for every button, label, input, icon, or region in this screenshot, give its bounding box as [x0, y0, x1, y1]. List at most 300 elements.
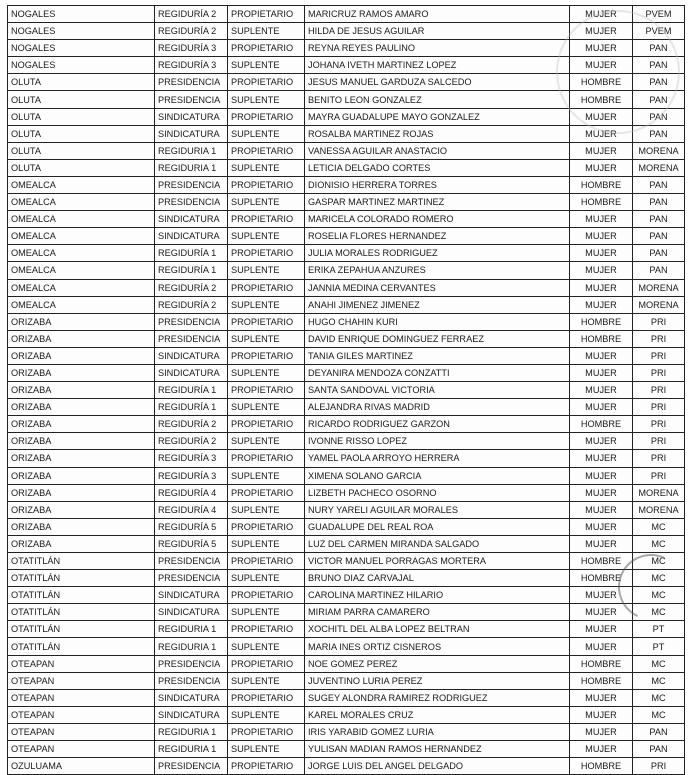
party-cell: MC	[633, 518, 685, 535]
gender-cell: HOMBRE	[570, 74, 633, 91]
gender-cell: MUJER	[570, 689, 633, 706]
gender-cell: MUJER	[570, 228, 633, 245]
candidate-list-sheet	[7, 5, 684, 775]
position-cell: SINDICATURA	[155, 125, 228, 142]
gender-cell: MUJER	[570, 262, 633, 279]
table-row	[8, 382, 685, 399]
gender-cell: HOMBRE	[570, 416, 633, 433]
party-cell: MORENA	[633, 142, 685, 159]
party-cell: PT	[633, 638, 685, 655]
party-cell: PRI	[633, 450, 685, 467]
gender-cell: MUJER	[570, 57, 633, 74]
name-cell: YAMEL PAOLA ARROYO HERRERA	[305, 450, 570, 467]
table-row	[8, 347, 685, 364]
gender-cell: MUJER	[570, 501, 633, 518]
table-row	[8, 672, 685, 689]
name-cell: NOE GOMEZ PEREZ	[305, 655, 570, 672]
party-cell: PAN	[633, 57, 685, 74]
gender-cell: MUJER	[570, 741, 633, 758]
table-row	[8, 262, 685, 279]
table-row	[8, 57, 685, 74]
party-cell: PAN	[633, 194, 685, 211]
municipality-cell: ORIZABA	[8, 399, 155, 416]
table-row	[8, 535, 685, 552]
municipality-cell: OTATITLÁN	[8, 587, 155, 604]
municipality-cell: ORIZABA	[8, 501, 155, 518]
name-cell: DEYANIRA MENDOZA CONZATTI	[305, 364, 570, 381]
position-cell: PRESIDENCIA	[155, 570, 228, 587]
name-cell: JORGE LUIS DEL ANGEL DELGADO	[305, 758, 570, 775]
municipality-cell: OTEAPAN	[8, 723, 155, 740]
position-cell: PRESIDENCIA	[155, 553, 228, 570]
type-cell: PROPIETARIO	[228, 74, 305, 91]
municipality-cell: OLUTA	[8, 125, 155, 142]
type-cell: SUPLENTE	[228, 706, 305, 723]
municipality-cell: OLUTA	[8, 159, 155, 176]
type-cell: SUPLENTE	[228, 638, 305, 655]
position-cell: PRESIDENCIA	[155, 672, 228, 689]
gender-cell: MUJER	[570, 467, 633, 484]
gender-cell: HOMBRE	[570, 176, 633, 193]
position-cell: REGIDURIA 1	[155, 159, 228, 176]
name-cell: RICARDO RODRIGUEZ GARZON	[305, 416, 570, 433]
type-cell: SUPLENTE	[228, 228, 305, 245]
party-cell: PAN	[633, 91, 685, 108]
party-cell: PRI	[633, 433, 685, 450]
party-cell: PRI	[633, 467, 685, 484]
municipality-cell: OMEALCA	[8, 176, 155, 193]
party-cell: PAN	[633, 74, 685, 91]
gender-cell: HOMBRE	[570, 313, 633, 330]
gender-cell: MUJER	[570, 296, 633, 313]
position-cell: REGIDURÍA 4	[155, 501, 228, 518]
type-cell: SUPLENTE	[228, 330, 305, 347]
type-cell: PROPIETARIO	[228, 382, 305, 399]
municipality-cell: OLUTA	[8, 74, 155, 91]
type-cell: SUPLENTE	[228, 501, 305, 518]
name-cell: LUZ DEL CARMEN MIRANDA SALGADO	[305, 535, 570, 552]
position-cell: SINDICATURA	[155, 211, 228, 228]
gender-cell: MUJER	[570, 142, 633, 159]
position-cell: REGIDURÍA 4	[155, 484, 228, 501]
municipality-cell: OTEAPAN	[8, 672, 155, 689]
gender-cell: HOMBRE	[570, 570, 633, 587]
table-row	[8, 245, 685, 262]
gender-cell: MUJER	[570, 125, 633, 142]
type-cell: SUPLENTE	[228, 296, 305, 313]
name-cell: MIRIAM PARRA CAMARERO	[305, 604, 570, 621]
party-cell: MC	[633, 689, 685, 706]
name-cell: GUADALUPE DEL REAL ROA	[305, 518, 570, 535]
position-cell: PRESIDENCIA	[155, 330, 228, 347]
name-cell: KAREL MORALES CRUZ	[305, 706, 570, 723]
municipality-cell: OTATITLÁN	[8, 553, 155, 570]
position-cell: REGIDURIA 1	[155, 638, 228, 655]
name-cell: REYNA REYES PAULINO	[305, 40, 570, 57]
position-cell: REGIDURÍA 2	[155, 6, 228, 23]
party-cell: MC	[633, 535, 685, 552]
type-cell: PROPIETARIO	[228, 347, 305, 364]
name-cell: ALEJANDRA RIVAS MADRID	[305, 399, 570, 416]
party-cell: PVEM	[633, 6, 685, 23]
position-cell: REGIDURIA 1	[155, 741, 228, 758]
gender-cell: MUJER	[570, 723, 633, 740]
type-cell: SUPLENTE	[228, 672, 305, 689]
name-cell: LETICIA DELGADO CORTES	[305, 159, 570, 176]
table-row	[8, 570, 685, 587]
gender-cell: MUJER	[570, 484, 633, 501]
type-cell: SUPLENTE	[228, 125, 305, 142]
type-cell: SUPLENTE	[228, 467, 305, 484]
municipality-cell: OMEALCA	[8, 279, 155, 296]
table-row	[8, 450, 685, 467]
type-cell: PROPIETARIO	[228, 587, 305, 604]
party-cell: PAN	[633, 741, 685, 758]
gender-cell: MUJER	[570, 604, 633, 621]
type-cell: PROPIETARIO	[228, 245, 305, 262]
table-row	[8, 587, 685, 604]
party-cell: MORENA	[633, 296, 685, 313]
type-cell: PROPIETARIO	[228, 689, 305, 706]
position-cell: REGIDURÍA 1	[155, 262, 228, 279]
name-cell: MARICELA COLORADO ROMERO	[305, 211, 570, 228]
party-cell: PAN	[633, 723, 685, 740]
position-cell: REGIDURÍA 5	[155, 535, 228, 552]
table-row	[8, 553, 685, 570]
municipality-cell: ORIZABA	[8, 382, 155, 399]
name-cell: IRIS YARABID GOMEZ LURIA	[305, 723, 570, 740]
municipality-cell: ORIZABA	[8, 518, 155, 535]
table-row	[8, 313, 685, 330]
position-cell: REGIDURÍA 1	[155, 382, 228, 399]
table-row	[8, 296, 685, 313]
name-cell: MARICRUZ RAMOS AMARO	[305, 6, 570, 23]
municipality-cell: OTATITLÁN	[8, 570, 155, 587]
table-row	[8, 655, 685, 672]
table-row	[8, 399, 685, 416]
name-cell: CAROLINA MARTINEZ HILARIO	[305, 587, 570, 604]
table-row	[8, 723, 685, 740]
table-row	[8, 467, 685, 484]
gender-cell: MUJER	[570, 638, 633, 655]
municipality-cell: OTATITLÁN	[8, 638, 155, 655]
party-cell: PAN	[633, 176, 685, 193]
gender-cell: MUJER	[570, 364, 633, 381]
name-cell: IVONNE RISSO LOPEZ	[305, 433, 570, 450]
type-cell: PROPIETARIO	[228, 176, 305, 193]
party-cell: PAN	[633, 125, 685, 142]
position-cell: REGIDURÍA 2	[155, 433, 228, 450]
type-cell: PROPIETARIO	[228, 416, 305, 433]
name-cell: NURY YARELI AGUILAR MORALES	[305, 501, 570, 518]
gender-cell: MUJER	[570, 399, 633, 416]
party-cell: PRI	[633, 399, 685, 416]
table-row	[8, 416, 685, 433]
municipality-cell: ORIZABA	[8, 416, 155, 433]
table-row	[8, 142, 685, 159]
gender-cell: HOMBRE	[570, 655, 633, 672]
position-cell: PRESIDENCIA	[155, 655, 228, 672]
municipality-cell: OZULUAMA	[8, 758, 155, 775]
municipality-cell: ORIZABA	[8, 433, 155, 450]
position-cell: REGIDURIA 1	[155, 621, 228, 638]
table-row	[8, 689, 685, 706]
position-cell: REGIDURÍA 2	[155, 279, 228, 296]
gender-cell: MUJER	[570, 159, 633, 176]
name-cell: JESUS MANUEL GARDUZA SALCEDO	[305, 74, 570, 91]
type-cell: SUPLENTE	[228, 57, 305, 74]
municipality-cell: ORIZABA	[8, 364, 155, 381]
table-row	[8, 211, 685, 228]
gender-cell: MUJER	[570, 245, 633, 262]
type-cell: SUPLENTE	[228, 433, 305, 450]
type-cell: SUPLENTE	[228, 262, 305, 279]
name-cell: XOCHITL DEL ALBA LOPEZ BELTRAN	[305, 621, 570, 638]
name-cell: JANNIA MEDINA CERVANTES	[305, 279, 570, 296]
table-row	[8, 621, 685, 638]
table-row	[8, 74, 685, 91]
name-cell: HILDA DE JESUS AGUILAR	[305, 23, 570, 40]
position-cell: SINDICATURA	[155, 364, 228, 381]
party-cell: MC	[633, 570, 685, 587]
position-cell: PRESIDENCIA	[155, 74, 228, 91]
name-cell: VANESSA AGUILAR ANASTACIO	[305, 142, 570, 159]
gender-cell: MUJER	[570, 23, 633, 40]
position-cell: SINDICATURA	[155, 587, 228, 604]
position-cell: REGIDURÍA 3	[155, 450, 228, 467]
table-row	[8, 108, 685, 125]
gender-cell: HOMBRE	[570, 758, 633, 775]
position-cell: SINDICATURA	[155, 228, 228, 245]
type-cell: PROPIETARIO	[228, 723, 305, 740]
name-cell: XIMENA SOLANO GARCIA	[305, 467, 570, 484]
table-row	[8, 91, 685, 108]
name-cell: SANTA SANDOVAL VICTORIA	[305, 382, 570, 399]
position-cell: REGIDURÍA 2	[155, 416, 228, 433]
municipality-cell: ORIZABA	[8, 330, 155, 347]
table-row	[8, 40, 685, 57]
municipality-cell: OLUTA	[8, 142, 155, 159]
type-cell: PROPIETARIO	[228, 655, 305, 672]
type-cell: SUPLENTE	[228, 364, 305, 381]
municipality-cell: OTEAPAN	[8, 655, 155, 672]
municipality-cell: OTATITLÁN	[8, 604, 155, 621]
table-row	[8, 330, 685, 347]
type-cell: SUPLENTE	[228, 159, 305, 176]
gender-cell: MUJER	[570, 433, 633, 450]
party-cell: MC	[633, 672, 685, 689]
name-cell: GASPAR MARTINEZ MARTINEZ	[305, 194, 570, 211]
name-cell: ERIKA ZEPAHUA ANZURES	[305, 262, 570, 279]
name-cell: ROSELIA FLORES HERNANDEZ	[305, 228, 570, 245]
municipality-cell: NOGALES	[8, 57, 155, 74]
party-cell: PAN	[633, 245, 685, 262]
name-cell: ANAHI JIMENEZ JIMENEZ	[305, 296, 570, 313]
table-row	[8, 279, 685, 296]
municipality-cell: OTEAPAN	[8, 706, 155, 723]
position-cell: PRESIDENCIA	[155, 194, 228, 211]
position-cell: REGIDURÍA 2	[155, 23, 228, 40]
position-cell: REGIDURÍA 5	[155, 518, 228, 535]
type-cell: PROPIETARIO	[228, 6, 305, 23]
party-cell: PVEM	[633, 23, 685, 40]
position-cell: REGIDURÍA 3	[155, 57, 228, 74]
type-cell: PROPIETARIO	[228, 108, 305, 125]
party-cell: MORENA	[633, 279, 685, 296]
party-cell: PRI	[633, 313, 685, 330]
type-cell: PROPIETARIO	[228, 313, 305, 330]
position-cell: REGIDURIA 1	[155, 142, 228, 159]
type-cell: SUPLENTE	[228, 91, 305, 108]
name-cell: DAVID ENRIQUE DOMINGUEZ FERRAEZ	[305, 330, 570, 347]
party-cell: PAN	[633, 262, 685, 279]
gender-cell: MUJER	[570, 108, 633, 125]
name-cell: TANIA GILES MARTINEZ	[305, 347, 570, 364]
gender-cell: MUJER	[570, 587, 633, 604]
municipality-cell: OMEALCA	[8, 262, 155, 279]
name-cell: JOHANA IVETH MARTINEZ LOPEZ	[305, 57, 570, 74]
position-cell: SINDICATURA	[155, 689, 228, 706]
position-cell: REGIDURÍA 3	[155, 40, 228, 57]
party-cell: PAN	[633, 40, 685, 57]
table-row	[8, 176, 685, 193]
position-cell: PRESIDENCIA	[155, 176, 228, 193]
party-cell: MC	[633, 706, 685, 723]
type-cell: SUPLENTE	[228, 535, 305, 552]
table-row	[8, 364, 685, 381]
municipality-cell: ORIZABA	[8, 347, 155, 364]
name-cell: HUGO CHAHIN KURI	[305, 313, 570, 330]
party-cell: MC	[633, 587, 685, 604]
municipality-cell: OMEALCA	[8, 194, 155, 211]
type-cell: PROPIETARIO	[228, 518, 305, 535]
position-cell: REGIDURÍA 1	[155, 399, 228, 416]
position-cell: SINDICATURA	[155, 347, 228, 364]
municipality-cell: OMEALCA	[8, 245, 155, 262]
party-cell: MC	[633, 604, 685, 621]
municipality-cell: NOGALES	[8, 40, 155, 57]
gender-cell: MUJER	[570, 706, 633, 723]
table-row	[8, 433, 685, 450]
municipality-cell: OMEALCA	[8, 228, 155, 245]
party-cell: MORENA	[633, 484, 685, 501]
municipality-cell: ORIZABA	[8, 484, 155, 501]
name-cell: SUGEY ALONDRA RAMIREZ RODRIGUEZ	[305, 689, 570, 706]
municipality-cell: OTATITLÁN	[8, 621, 155, 638]
table-row	[8, 741, 685, 758]
party-cell: PRI	[633, 347, 685, 364]
gender-cell: MUJER	[570, 211, 633, 228]
type-cell: SUPLENTE	[228, 604, 305, 621]
position-cell: REGIDURÍA 2	[155, 296, 228, 313]
name-cell: BRUNO DIAZ CARVAJAL	[305, 570, 570, 587]
type-cell: PROPIETARIO	[228, 450, 305, 467]
table-row	[8, 758, 685, 775]
party-cell: PAN	[633, 211, 685, 228]
table-row	[8, 159, 685, 176]
municipality-cell: OTEAPAN	[8, 689, 155, 706]
gender-cell: MUJER	[570, 535, 633, 552]
table-row	[8, 484, 685, 501]
name-cell: YULISAN MADIAN RAMOS HERNANDEZ	[305, 741, 570, 758]
position-cell: PRESIDENCIA	[155, 91, 228, 108]
municipality-cell: OLUTA	[8, 108, 155, 125]
type-cell: SUPLENTE	[228, 194, 305, 211]
gender-cell: MUJER	[570, 347, 633, 364]
gender-cell: MUJER	[570, 518, 633, 535]
gender-cell: MUJER	[570, 450, 633, 467]
party-cell: MC	[633, 655, 685, 672]
table-row	[8, 638, 685, 655]
type-cell: PROPIETARIO	[228, 553, 305, 570]
candidates-table	[7, 5, 685, 775]
position-cell: PRESIDENCIA	[155, 758, 228, 775]
name-cell: BENITO LEON GONZALEZ	[305, 91, 570, 108]
party-cell: PRI	[633, 364, 685, 381]
gender-cell: MUJER	[570, 40, 633, 57]
party-cell: PRI	[633, 382, 685, 399]
position-cell: PRESIDENCIA	[155, 313, 228, 330]
party-cell: MORENA	[633, 501, 685, 518]
gender-cell: HOMBRE	[570, 330, 633, 347]
gender-cell: MUJER	[570, 6, 633, 23]
municipality-cell: NOGALES	[8, 6, 155, 23]
municipality-cell: OTEAPAN	[8, 741, 155, 758]
party-cell: MC	[633, 553, 685, 570]
gender-cell: HOMBRE	[570, 194, 633, 211]
municipality-cell: ORIZABA	[8, 313, 155, 330]
type-cell: PROPIETARIO	[228, 279, 305, 296]
position-cell: SINDICATURA	[155, 706, 228, 723]
table-row	[8, 501, 685, 518]
gender-cell: HOMBRE	[570, 91, 633, 108]
candidates-table-body	[8, 6, 685, 775]
name-cell: MAYRA GUADALUPE MAYO GONZALEZ	[305, 108, 570, 125]
gender-cell: MUJER	[570, 621, 633, 638]
party-cell: PT	[633, 621, 685, 638]
position-cell: REGIDURÍA 3	[155, 467, 228, 484]
table-row	[8, 6, 685, 23]
municipality-cell: OMEALCA	[8, 211, 155, 228]
party-cell: PRI	[633, 416, 685, 433]
municipality-cell: OMEALCA	[8, 296, 155, 313]
gender-cell: HOMBRE	[570, 672, 633, 689]
table-row	[8, 228, 685, 245]
gender-cell: MUJER	[570, 382, 633, 399]
type-cell: PROPIETARIO	[228, 142, 305, 159]
name-cell: LIZBETH PACHECO OSORNO	[305, 484, 570, 501]
name-cell: JULIA MORALES RODRIGUEZ	[305, 245, 570, 262]
gender-cell: MUJER	[570, 279, 633, 296]
type-cell: SUPLENTE	[228, 741, 305, 758]
party-cell: PRI	[633, 758, 685, 775]
position-cell: REGIDURÍA 1	[155, 245, 228, 262]
position-cell: SINDICATURA	[155, 108, 228, 125]
municipality-cell: OLUTA	[8, 91, 155, 108]
table-row	[8, 706, 685, 723]
type-cell: PROPIETARIO	[228, 758, 305, 775]
type-cell: PROPIETARIO	[228, 621, 305, 638]
position-cell: REGIDURIA 1	[155, 723, 228, 740]
type-cell: SUPLENTE	[228, 399, 305, 416]
type-cell: SUPLENTE	[228, 23, 305, 40]
table-row	[8, 23, 685, 40]
municipality-cell: ORIZABA	[8, 450, 155, 467]
table-row	[8, 194, 685, 211]
position-cell: SINDICATURA	[155, 604, 228, 621]
type-cell: SUPLENTE	[228, 570, 305, 587]
table-row	[8, 518, 685, 535]
